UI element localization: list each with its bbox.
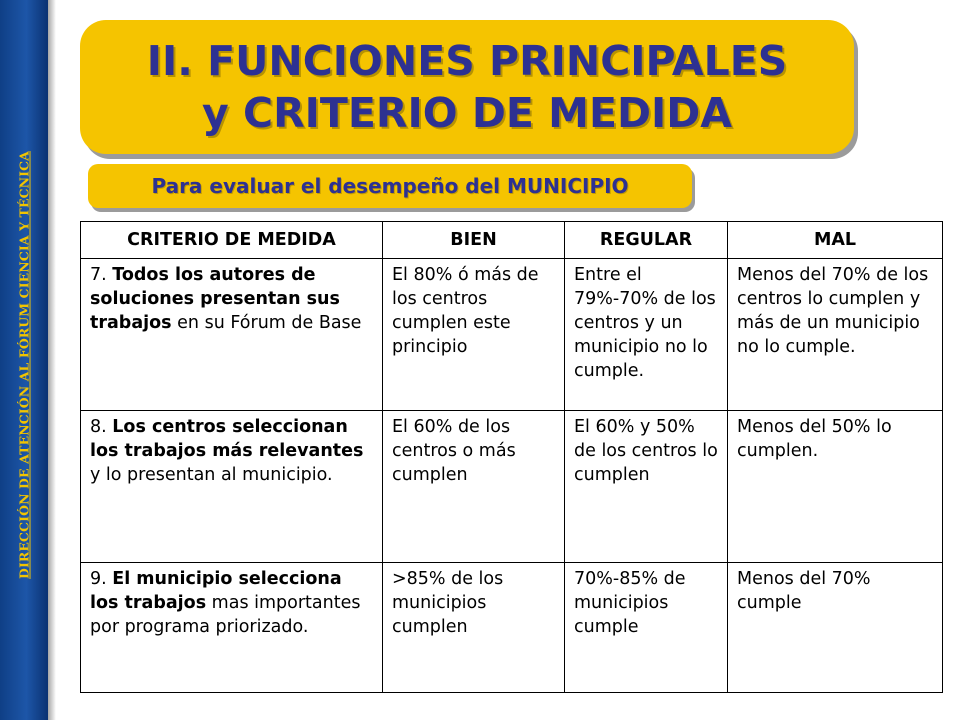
mal-cell: Menos del 70% de los centros lo cumplen y más de un municipio no lo cumple.	[728, 259, 943, 411]
header-regular: REGULAR	[565, 222, 728, 259]
criterio-cell	[81, 259, 383, 411]
subtitle-banner	[88, 164, 692, 208]
criterio-bold-text: El municipio selecciona los trabajos	[90, 568, 342, 613]
criteria-table	[80, 221, 943, 693]
table-row	[81, 562, 943, 692]
criterio-cell	[81, 411, 383, 562]
regular-cell: Entre el 79%-70% de los centros y un municipio no lo cumple.	[565, 259, 728, 411]
sidebar-vertical-title: DIRECCIÓN DE ATENCIÓN AL FÓRUM CIENCIA Y TÉCNICA	[16, 151, 32, 579]
mal-cell: Menos del 50% lo cumplen.	[728, 411, 943, 562]
regular-cell: 70%-85% de municipios cumple	[565, 562, 728, 692]
criterio-number: 9.	[90, 568, 113, 589]
title-line-1: II. FUNCIONES PRINCIPALES	[146, 37, 788, 85]
criterio-bold-text: Los centros seleccionan los trabajos más relevantes	[90, 417, 364, 462]
criterio-rest-text: mas importantes por programa priorizado.	[90, 592, 361, 637]
criterio-number: 8.	[90, 417, 113, 438]
header-mal: MAL	[728, 222, 943, 259]
table-header-row	[81, 222, 943, 259]
mal-cell: Menos del 70% cumple	[728, 562, 943, 692]
criterio-rest-text: en su Fórum de Base	[171, 313, 362, 333]
title-banner	[80, 20, 854, 154]
header-criterio: CRITERIO DE MEDIDA	[81, 222, 383, 259]
bien-cell: >85% de los municipios cumplen	[383, 562, 565, 692]
criterio-bold-text: Todos los autores de soluciones presentan sus trabajos	[90, 265, 340, 333]
criterio-rest-text: y lo presentan al municipio.	[90, 465, 333, 486]
regular-cell: El 60% y 50% de los centros lo cumplen	[565, 411, 728, 562]
table-row	[81, 411, 943, 562]
subtitle-text: Para evaluar el desempeño del MUNICIPIO	[151, 174, 629, 198]
header-bien: BIEN	[383, 222, 565, 259]
bien-cell: El 60% de los centros o más cumplen	[383, 411, 565, 562]
criterio-number: 7.	[90, 265, 113, 285]
title-line-2: y CRITERIO DE MEDIDA	[201, 89, 733, 137]
bien-cell: El 80% ó más de los centros cumplen este principio	[383, 259, 565, 411]
criterio-cell	[81, 562, 383, 692]
sidebar-shadow	[48, 0, 56, 720]
table-row	[81, 259, 943, 411]
